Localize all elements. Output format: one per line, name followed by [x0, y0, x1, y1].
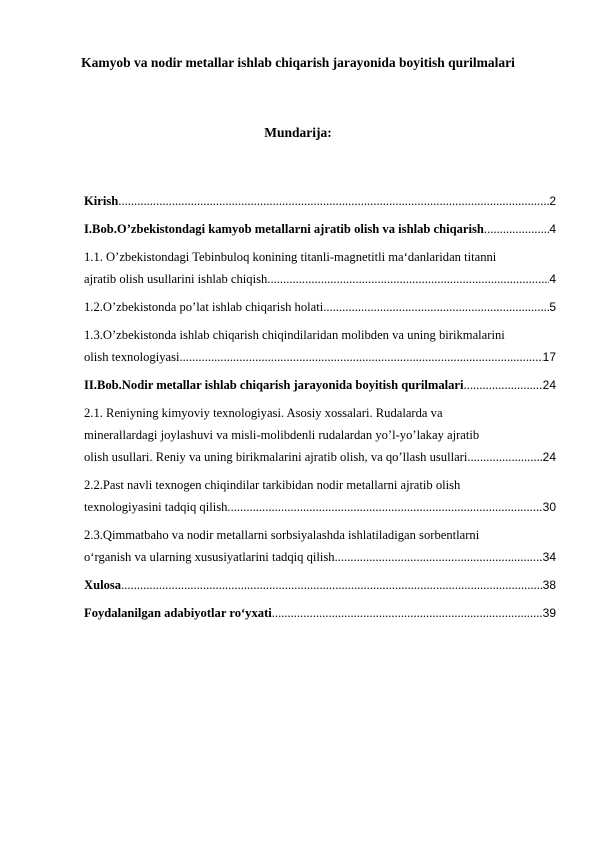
toc-entry[interactable] [84, 246, 556, 290]
dot-leader [272, 602, 543, 624]
toc-page-number: 2 [549, 194, 556, 208]
toc-entry-text-line: 1.1. O’zbekistondagi Tebinbuloq konining titanli-magnetitli ma‘danlaridan titanni [84, 250, 497, 264]
toc-page-number: 34 [542, 550, 556, 564]
toc-page-number: 5 [549, 300, 556, 314]
toc-entry[interactable] [84, 324, 556, 368]
table-of-contents [84, 190, 556, 630]
toc-entry-leader-line [84, 190, 556, 212]
toc-entry[interactable] [84, 190, 556, 212]
toc-page-number: 24 [542, 450, 556, 464]
toc-entry-title: olish texnologiyasi [84, 350, 180, 364]
toc-entry-title: Kirish [84, 194, 119, 208]
toc-entry-text-line: 2.3.Qimmatbaho va nodir metallarni sorbsiyalashda ishlatiladigan sorbentlarni [84, 528, 480, 542]
document-title: Kamyob va nodir metallar ishlab chiqarish jarayonida boyitish qurilmalari [81, 55, 515, 70]
toc-entry-title: ajratib olish usullarini ishlab chiqish [84, 272, 268, 286]
dot-leader [467, 446, 542, 468]
toc-entry-title: I.Bob.O’zbekistondagi kamyob metallarni ajratib olish va ishlab chiqarish [84, 222, 484, 236]
toc-entry[interactable] [84, 602, 556, 624]
toc-entry-leader-line [84, 602, 556, 624]
toc-entry[interactable] [84, 218, 556, 240]
toc-entry-text-line: minerallardagi joylashuvi va misli-molibdenli rudalardan yo’l-yo’lakay ajratib [84, 428, 480, 442]
dot-leader [335, 546, 543, 568]
toc-entry-leader-line [84, 546, 556, 568]
dot-leader [464, 374, 543, 396]
toc-entry-leader-line [84, 296, 556, 318]
toc-entry-title: texnologiyasini tadqiq qilish [84, 500, 228, 514]
toc-entry-leader-line [84, 496, 556, 518]
toc-page-number: 30 [542, 500, 556, 514]
toc-page-number: 4 [549, 222, 556, 236]
toc-entry-leader-line [84, 346, 556, 368]
toc-entry-leader-line [84, 268, 556, 290]
toc-page-number: 17 [542, 350, 556, 364]
toc-entry-leader-line [84, 574, 556, 596]
toc-entry[interactable] [84, 474, 556, 518]
dot-leader [323, 296, 549, 318]
toc-page-number: 24 [542, 378, 556, 392]
toc-page-number: 4 [549, 272, 556, 286]
toc-entry[interactable] [84, 296, 556, 318]
toc-entry[interactable] [84, 524, 556, 568]
toc-entry-leader-line [84, 446, 556, 468]
dot-leader [121, 574, 543, 596]
toc-entry-text-line: 2.1. Reniyning kimyoviy texnologiyasi. Asosiy xossalari. Rudalarda va [84, 406, 443, 420]
toc-entry-title: olish usullari. Reniy va uning birikmalarini ajratib olish, va qo’llash usullari [84, 450, 468, 464]
contents-heading: Mundarija: [264, 125, 332, 140]
toc-entry-title: Xulosa [84, 578, 122, 592]
toc-page-number: 39 [542, 606, 556, 620]
dot-leader [267, 268, 549, 290]
toc-entry-title: o‘rganish va ularning xususiyatlarini tadqiq qilish [84, 550, 335, 564]
toc-entry-text-line: 1.3.O’zbekistonda ishlab chiqarish chiqindilaridan molibden va uning birikmalarini [84, 328, 505, 342]
toc-entry-text-line: 2.2.Past navli texnogen chiqindilar tarkibidan nodir metallarni ajratib olish [84, 478, 461, 492]
toc-entry[interactable] [84, 374, 556, 396]
dot-leader [227, 496, 542, 518]
toc-entry[interactable] [84, 402, 556, 468]
toc-entry-title: Foydalanilgan adabiyotlar ro‘yxati [84, 606, 272, 620]
toc-entry[interactable] [84, 574, 556, 596]
toc-entry-title: 1.2.O’zbekistonda po’lat ishlab chiqarish holati [84, 300, 324, 314]
toc-entry-leader-line [84, 218, 556, 240]
dot-leader [484, 218, 549, 240]
toc-entry-leader-line [84, 374, 556, 396]
toc-entry-title: II.Bob.Nodir metallar ishlab chiqarish jarayonida boyitish qurilmalari [84, 378, 464, 392]
dot-leader [180, 346, 543, 368]
toc-page-number: 38 [542, 578, 556, 592]
dot-leader [118, 190, 549, 212]
